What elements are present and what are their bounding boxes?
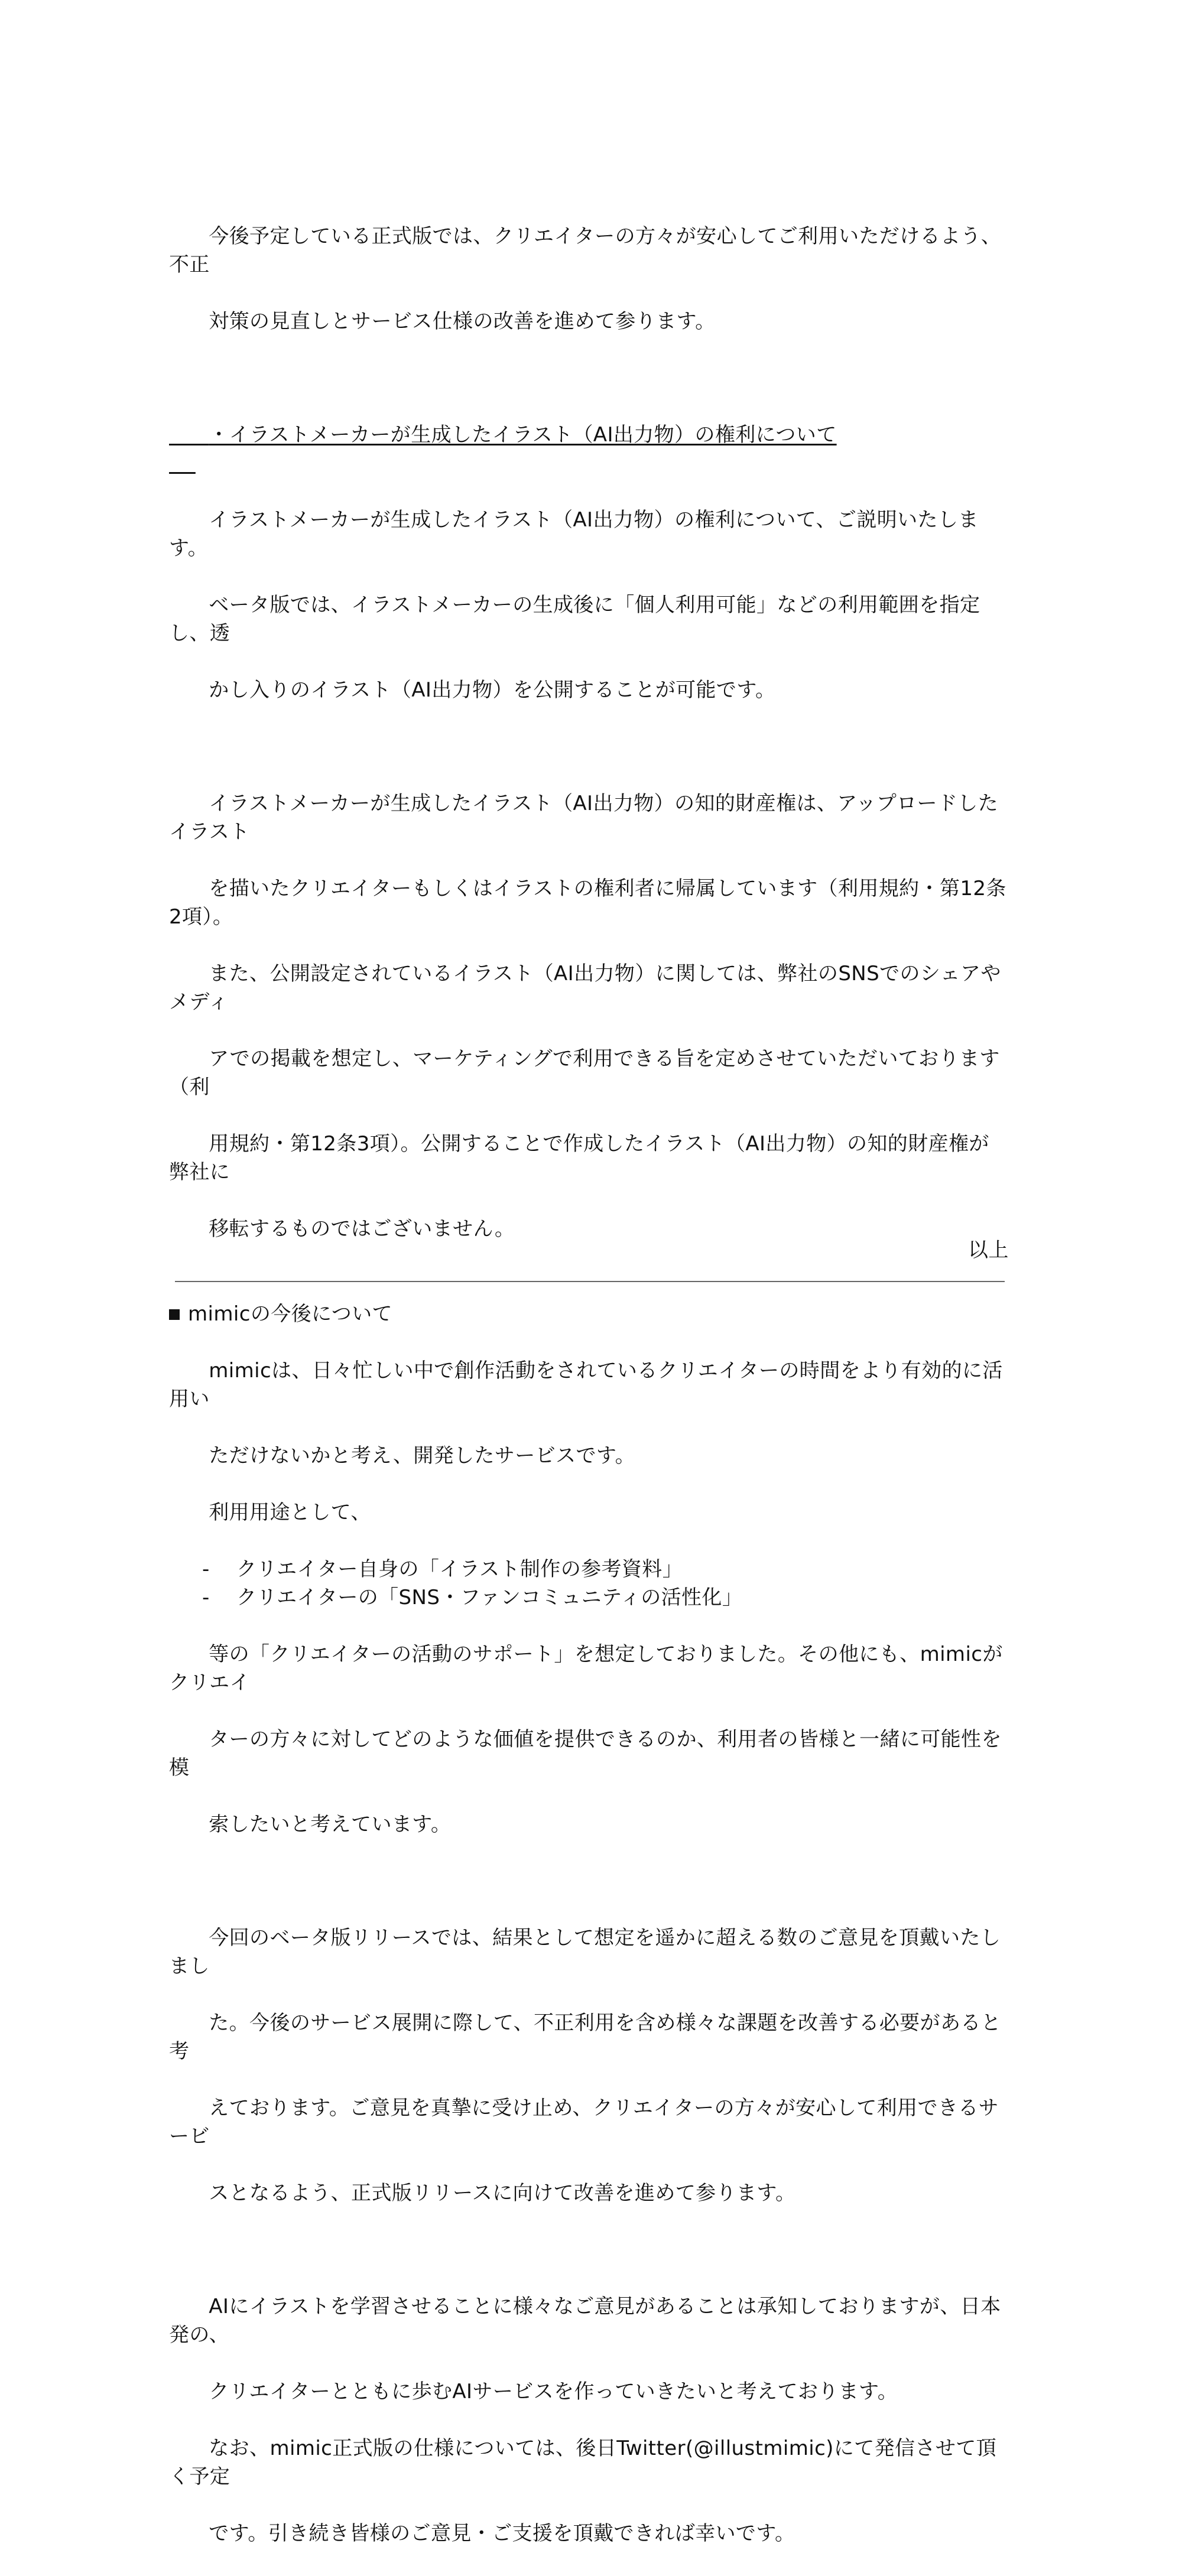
paragraph-line: アでの掲載を想定し、マーケティングで利用できる旨を定めさせていただいております（利 (169, 1047, 1000, 1099)
paragraph-line: なお、mimic正式版の仕様については、後日Twitter(@illustmimic)にて発信させて頂く予定 (169, 2437, 997, 2489)
paragraph-line: 索したいと考えています。 (209, 1813, 452, 1836)
paragraph-line: イラストメーカーが生成したイラスト（AI出力物）の権利について、ご説明いたします。 (169, 508, 979, 560)
paragraph-line: 等の「クリエイターの活動のサポート」を想定しておりました。その他にも、mimicがクリエイ (169, 1642, 1003, 1694)
paragraph-gap (169, 1271, 1008, 1300)
dash-bullet-icon: - (202, 1557, 210, 1581)
paragraph-intro (169, 194, 1008, 364)
document-body (169, 194, 1008, 2576)
paragraph-line: えております。ご意見を真摯に受け止め、クリエイターの方々が安心して利用できるサービ (169, 2096, 999, 2148)
paragraph-beta-feedback (169, 1895, 1008, 2236)
usage-bullet-list (169, 1555, 1008, 1612)
paragraph-ip-rights (169, 761, 1008, 1271)
rights-section-heading (169, 392, 1008, 477)
square-bullet-icon (169, 1309, 180, 1320)
paragraph-support-goal (169, 1612, 1008, 1867)
closing-text: 以上 (968, 1238, 1009, 1262)
paragraph-line: 今回のベータ版リリースでは、結果として想定を遥かに超える数のご意見を頂戴いたしまし (169, 1926, 1001, 1978)
paragraph-line: を描いたクリエイターもしくはイラストの権利者に帰属しています（利用規約・第12条2項）。 (169, 877, 1006, 929)
future-section-heading (169, 1300, 1008, 1328)
paragraph-line: 用規約・第12条3項）。公開することで作成したイラスト（AI出力物）の知的財産権が弊社に (169, 1132, 989, 1184)
paragraph-gap (169, 364, 1008, 392)
list-item (202, 1555, 1008, 1583)
paragraph-line: ターの方々に対してどのような価値を提供できるのか、利用者の皆様と一緒に可能性を模 (169, 1728, 1002, 1780)
paragraph-line: 対策の見直しとサービス仕様の改善を進めて参ります。 (209, 310, 716, 333)
dash-bullet-icon: - (202, 1586, 210, 1609)
paragraph-line: また、公開設定されているイラスト（AI出力物）に関しては、弊社のSNSでのシェアやメディ (169, 962, 1001, 1014)
paragraph-rights-overview (169, 477, 1008, 733)
paragraph-line: ただけないかと考え、開発したサービスです。 (209, 1444, 635, 1468)
paragraph-line: mimicは、日々忙しい中で創作活動をされているクリエイターの時間をより有効的に活用い (169, 1359, 1003, 1411)
paragraph-service-purpose (169, 1328, 1008, 1555)
paragraph-line: スとなるよう、正式版リリースに向けて改善を進めて参ります。 (209, 2181, 796, 2205)
paragraph-line: かし入りのイラスト（AI出力物）を公開することが可能です。 (209, 678, 776, 702)
paragraph-line: クリエイターとともに歩むAIサービスを作っていきたいと考えております。 (209, 2380, 898, 2403)
list-item-text: クリエイターの「SNS・ファンコミュニティの活性化」 (236, 1586, 743, 1609)
paragraph-line: 今後予定している正式版では、クリエイターの方々が安心してご利用いただけるよう、不正 (169, 225, 1002, 277)
list-item (202, 1583, 1008, 1612)
list-item-text: クリエイター自身の「イラスト制作の参考資料」 (236, 1557, 683, 1581)
paragraph-line: た。今後のサービス展開に際して、不正利用を含め様々な課題を改善する必要があると考 (169, 2011, 1002, 2063)
document-divider (175, 1281, 1005, 1282)
paragraph-line: です。引き続き皆様のご意見・ご支援を頂戴できれば幸いです。 (209, 2522, 795, 2545)
paragraph-gap (169, 2236, 1008, 2264)
section-heading-text: mimicの今後について (188, 1302, 392, 1326)
paragraph-line: AIにイラストを学習させることに様々なご意見があることは承知しておりますが、日本発の、 (169, 2295, 1001, 2347)
paragraph-line: イラストメーカーが生成したイラスト（AI出力物）の知的財産権は、アップロードしたイラスト (169, 792, 999, 844)
paragraph-closing-remarks (169, 2264, 1008, 2576)
paragraph-gap (169, 733, 1008, 761)
paragraph-gap (169, 1867, 1008, 1895)
paragraph-line: 利用用途として、 (209, 1501, 371, 1524)
paragraph-line: ベータ版では、イラストメーカーの生成後に「個人利用可能」などの利用範囲を指定し、透 (169, 593, 980, 645)
section-heading-text: ・イラストメーカーが生成したイラスト（AI出力物）の権利について (209, 423, 837, 447)
paragraph-line: 移転するものではございません。 (209, 1217, 515, 1241)
